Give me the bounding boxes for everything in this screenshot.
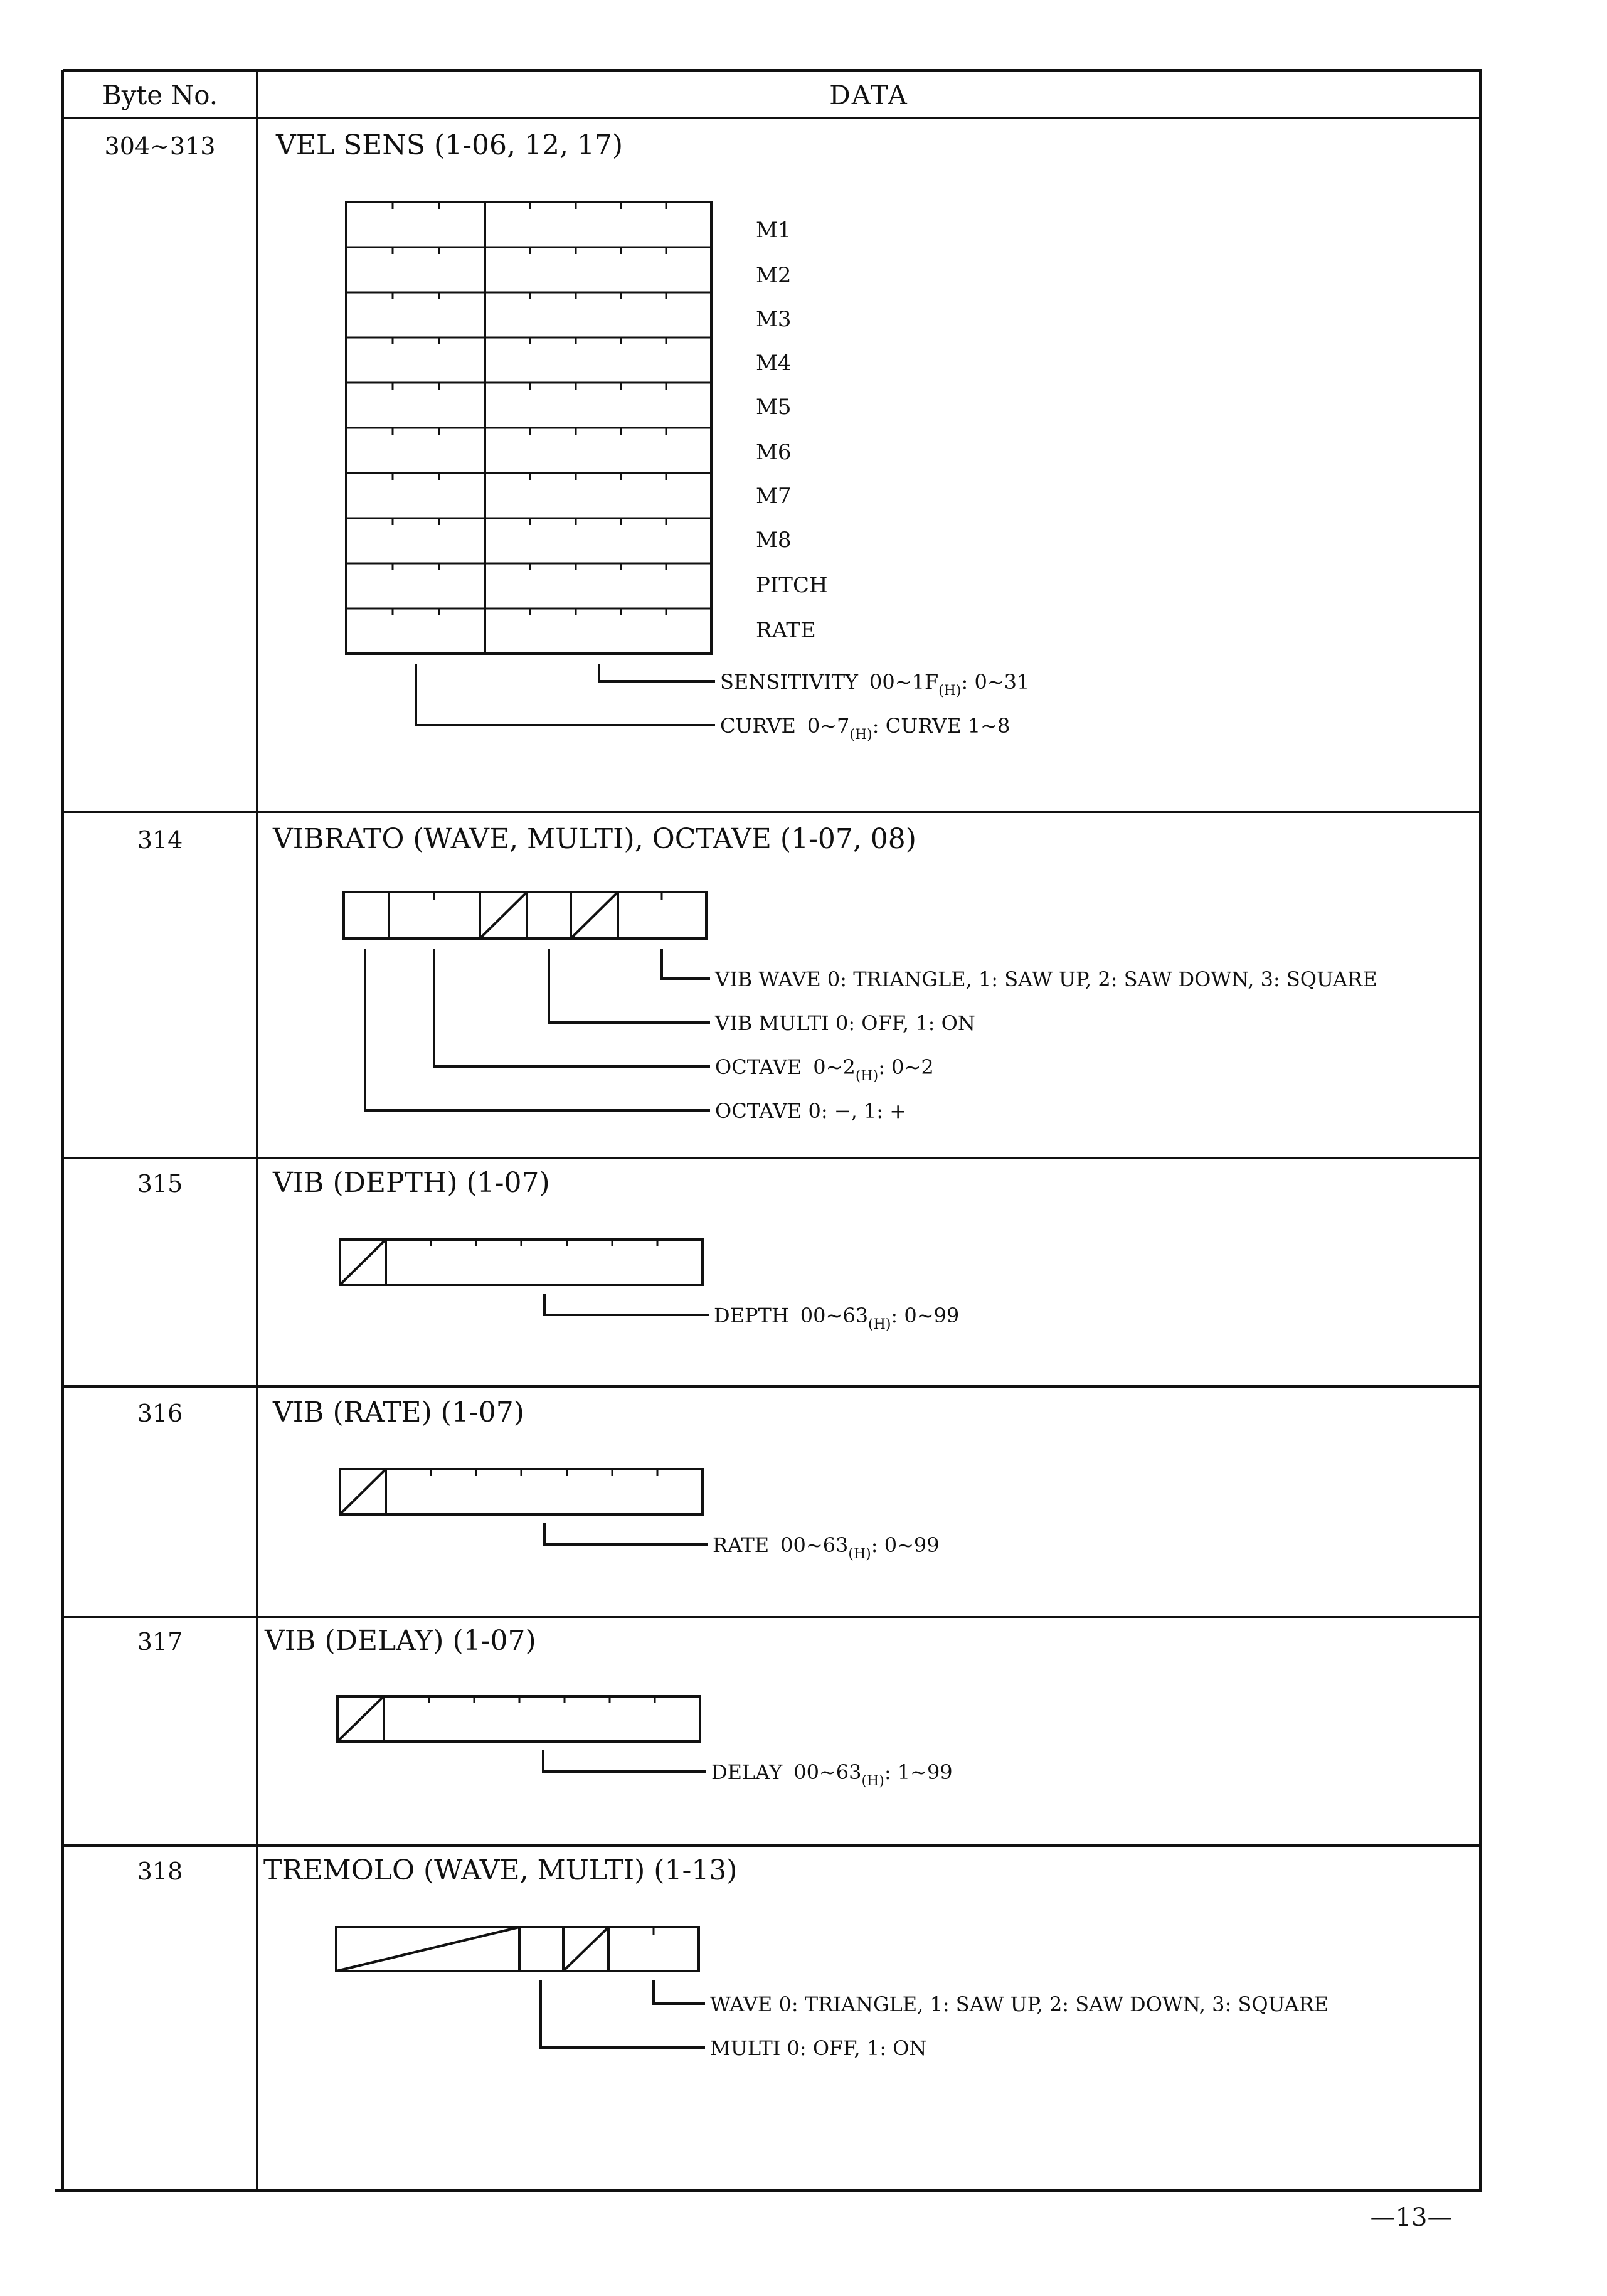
field-trem-multi: MULTI 0: OFF, 1: ON bbox=[710, 2036, 927, 2060]
bit-box-tremolo bbox=[336, 1927, 699, 1971]
bit-box-vibrato bbox=[344, 892, 706, 938]
byte-number: 314 bbox=[137, 826, 183, 854]
field-title: VIB (DEPTH) (1-07) bbox=[273, 1167, 550, 1199]
field-title: VIBRATO (WAVE, MULTI), OCTAVE (1-07, 08) bbox=[273, 823, 916, 855]
page-number: —13— bbox=[1370, 2203, 1453, 2232]
header-byte-no: Byte No. bbox=[102, 80, 218, 110]
row-labels bbox=[756, 218, 828, 643]
row-vib-depth bbox=[137, 1167, 960, 1332]
leader-line bbox=[544, 1523, 708, 1544]
row-label: M2 bbox=[756, 263, 792, 288]
field-vib-wave: VIB WAVE 0: TRIANGLE, 1: SAW UP, 2: SAW DOWN, 3: SQUARE bbox=[715, 967, 1377, 991]
row-tremolo bbox=[137, 1854, 1329, 2060]
field-title: VEL SENS (1-06, 12, 17) bbox=[276, 129, 623, 161]
row-vib-delay bbox=[137, 1625, 953, 1789]
row-vel-sens bbox=[105, 129, 1030, 743]
leader-line bbox=[544, 1294, 709, 1315]
row-label: RATE bbox=[756, 618, 816, 643]
bit-grid-vel-sens bbox=[346, 202, 711, 654]
leader-lines bbox=[365, 949, 710, 1110]
row-label: M8 bbox=[756, 528, 792, 553]
bit-box-delay bbox=[337, 1696, 700, 1741]
byte-number: 315 bbox=[137, 1170, 183, 1198]
field-curve: CURVE $0\sim 7_{(H)}$: CURVE 1~8 bbox=[720, 714, 1010, 743]
byte-number: 304~313 bbox=[104, 132, 216, 160]
leader-lines bbox=[541, 1980, 705, 2048]
field-depth: DEPTH $00\sim 63_{(H)}$: 0~99 bbox=[714, 1304, 960, 1332]
bit-box-depth bbox=[340, 1240, 703, 1285]
row-label: M5 bbox=[756, 395, 792, 420]
row-label: M6 bbox=[756, 440, 792, 465]
field-delay: DELAY $00\sim 63_{(H)}$: 1~99 bbox=[711, 1760, 953, 1789]
byte-number: 316 bbox=[137, 1400, 183, 1427]
field-sensitivity: SENSITIVITY $00\sim 1F_{(H)}$: 0~31 bbox=[720, 670, 1030, 699]
field-vib-multi: VIB MULTI 0: OFF, 1: ON bbox=[715, 1011, 975, 1035]
header-data: DATA bbox=[829, 80, 908, 110]
row-label: M7 bbox=[756, 484, 792, 509]
row-label: M3 bbox=[756, 307, 792, 332]
row-label: PITCH bbox=[756, 573, 828, 598]
field-octave-range: OCTAVE $0\sim 2_{(H)}$: 0~2 bbox=[715, 1055, 934, 1084]
field-rate: RATE $00\sim 63_{(H)}$: 0~99 bbox=[713, 1533, 940, 1562]
bit-box-rate bbox=[340, 1469, 703, 1514]
field-octave-sign: OCTAVE 0: −, 1: + bbox=[715, 1099, 907, 1123]
leader-line bbox=[543, 1750, 706, 1772]
row-vibrato bbox=[137, 823, 1377, 1123]
byte-number: 318 bbox=[137, 1858, 183, 1885]
row-label: M1 bbox=[756, 218, 792, 243]
row-label: M4 bbox=[756, 351, 792, 376]
leader-lines bbox=[416, 664, 715, 725]
field-title: TREMOLO (WAVE, MULTI) (1-13) bbox=[263, 1854, 738, 1886]
byte-number: 317 bbox=[137, 1628, 183, 1656]
field-title: VIB (RATE) (1-07) bbox=[273, 1396, 524, 1428]
field-trem-wave: WAVE 0: TRIANGLE, 1: SAW UP, 2: SAW DOWN, 3: SQUARE bbox=[710, 1992, 1329, 2016]
field-title: VIB (DELAY) (1-07) bbox=[265, 1625, 536, 1657]
